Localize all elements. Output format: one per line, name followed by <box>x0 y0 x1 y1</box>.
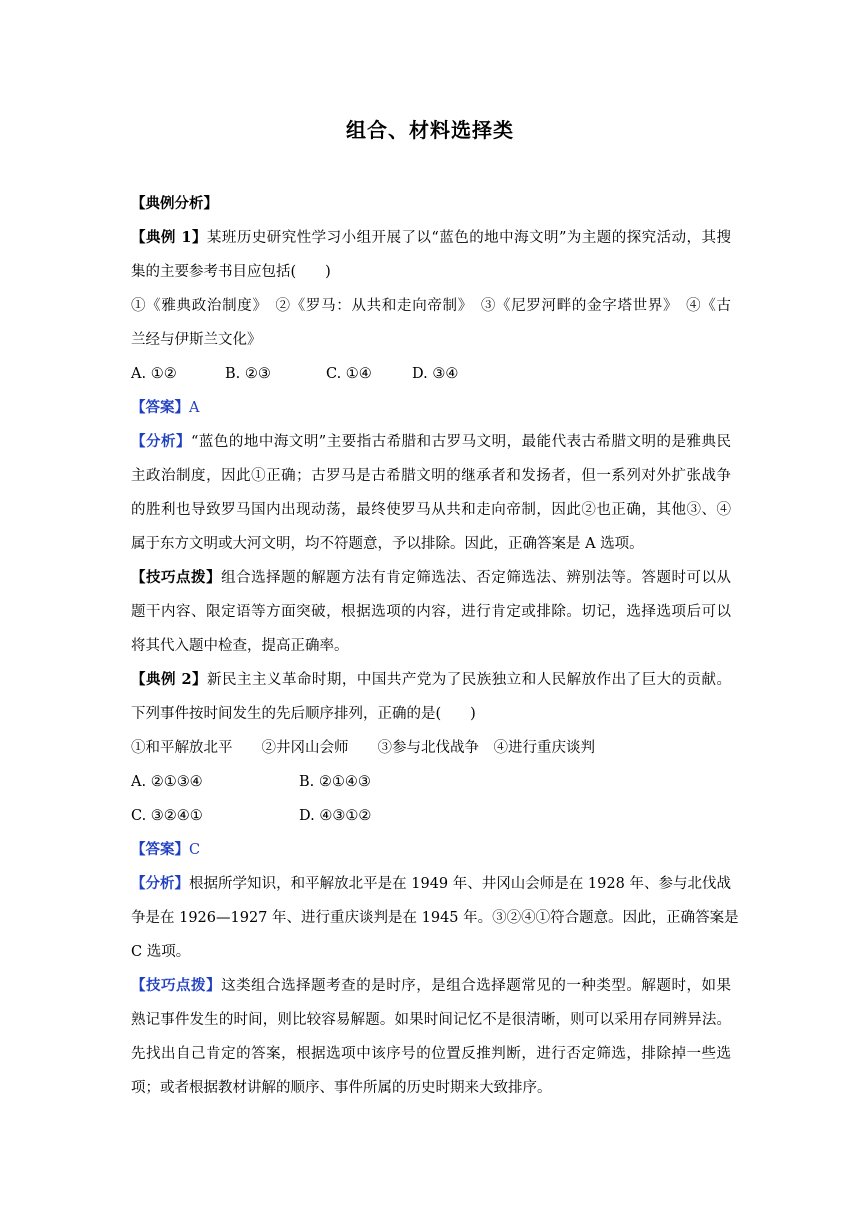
example-2-analysis-line-2: 争是在 1926—1927 年、进行重庆谈判是在 1945 年。③②④①符合题意。因此，正确答案是 <box>131 910 739 926</box>
example-1-tag: 【典例 1】 <box>131 229 207 246</box>
example-2-tag: 【典例 2】 <box>131 671 208 688</box>
example-2-stem-text-1: 新民主主义革命时期，中国共产党为了民族独立和人民解放作出了巨大的贡献。 <box>207 672 731 688</box>
example-1-items-line-1: ①《雅典政治制度》 ②《罗马：从共和走向帝制》 ③《尼罗河畔的金字塔世界》 ④《古 <box>131 298 731 314</box>
example-1-option-c: C. ①④ <box>326 366 372 382</box>
example-1-answer-tag: 【答案】 <box>131 399 189 416</box>
example-2-tips-text-1: 这类组合选择题考查的是时序，是组合选择题常见的一种类型。解题时，如果 <box>221 978 731 994</box>
example-2-analysis-line-1 <box>131 867 731 901</box>
example-1-analysis-tag: 【分析】 <box>131 433 191 450</box>
example-1-answer <box>131 391 731 425</box>
example-1-analysis-line-4: 属于东方文明或大河文明，均不符题意，予以排除。因此，正确答案是 A 选项。 <box>131 536 644 552</box>
example-1-option-d: D. ③④ <box>412 366 459 382</box>
example-1-tips-line-1 <box>131 561 731 595</box>
example-1-tips-text-1: 组合选择题的解题方法有肯定筛选法、否定筛选法、辨别法等。答题时可以从 <box>221 570 731 586</box>
example-2-analysis-line-3: C 选项。 <box>131 944 191 960</box>
example-1-tips-line-3: 将其代入题中检查，提高正确率。 <box>131 638 349 654</box>
example-2-answer-tag: 【答案】 <box>131 841 189 858</box>
example-1-analysis-text-1: “蓝色的地中海文明”主要指古希腊和古罗马文明，最能代表古希腊文明的是雅典民 <box>190 434 731 450</box>
example-1-stem-line-1 <box>131 221 731 255</box>
example-1-option-a: A. ①② <box>131 366 177 382</box>
example-2-tips-line-1 <box>131 969 731 1003</box>
example-2-tips-line-2: 熟记事件发生的时间，则比较容易解题。如果时间记忆不是很清晰，则可以采用存同辨异法。 <box>131 1012 731 1028</box>
example-1-analysis-line-2: 主政治制度，因此①正确；古罗马是古希腊文明的继承者和发扬者，但一系列对外扩张战争 <box>131 468 731 484</box>
example-2-analysis-tag: 【分析】 <box>131 875 190 892</box>
document-body <box>131 187 739 1105</box>
example-2-stem-line-1 <box>131 663 731 697</box>
example-2-option-d: D. ④③①② <box>299 808 372 824</box>
example-1-answer-value: A <box>189 400 200 416</box>
section-heading: 【典例分析】 <box>131 195 218 212</box>
example-1-tips-line-2: 题干内容、限定语等方面突破，根据选项的内容，进行肯定或排除。切记，选择选项后可以 <box>131 604 731 620</box>
page-title: 组合、材料选择类 <box>346 118 514 142</box>
example-2-option-a: A. ②①③④ <box>131 774 203 790</box>
example-2-tips-tag: 【技巧点拨】 <box>131 977 222 994</box>
example-2-option-c: C. ③②④① <box>131 808 203 824</box>
example-2-analysis-text-1: 根据所学知识，和平解放北平是在 1949 年、井冈山会师是在 1928 年、参与北伐战 <box>189 876 731 892</box>
example-2-answer-value: C <box>189 842 201 858</box>
example-1-analysis-line-1 <box>131 425 731 459</box>
example-2-options-row-1 <box>131 765 731 799</box>
example-2-items: ①和平解放北平 ②井冈山会师 ③参与北伐战争 ④进行重庆谈判 <box>131 740 595 756</box>
example-1-tips-tag: 【技巧点拨】 <box>131 569 222 586</box>
example-2-answer <box>131 833 731 867</box>
example-2-options-row-2 <box>131 799 731 833</box>
example-1-options <box>131 357 731 391</box>
example-1-stem-text-1: 某班历史研究性学习小组开展了以“蓝色的地中海文明”为主题的探究活动，其搜 <box>206 230 731 246</box>
example-1-option-b: B. ②③ <box>225 366 271 382</box>
example-2-tips-line-4: 项；或者根据教材讲解的顺序、事件所属的历史时期来大致排序。 <box>131 1080 552 1096</box>
example-1-analysis-line-3: 的胜利也导致罗马国内出现动荡，最终使罗马从共和走向帝制，因此②也正确，其他③、④ <box>131 502 731 518</box>
example-1-stem-line-2: 集的主要参考书目应包括( ) <box>131 264 331 280</box>
example-1-items-line-2: 兰经与伊斯兰文化》 <box>131 332 262 348</box>
example-2-option-b: B. ②①④③ <box>299 774 371 790</box>
example-2-stem-line-2: 下列事件按时间发生的先后顺序排列，正确的是( ) <box>131 706 476 722</box>
example-2-tips-line-3: 先找出自己肯定的答案，根据选项中该序号的位置反推判断，进行否定筛选，排除掉一些选 <box>131 1046 731 1062</box>
